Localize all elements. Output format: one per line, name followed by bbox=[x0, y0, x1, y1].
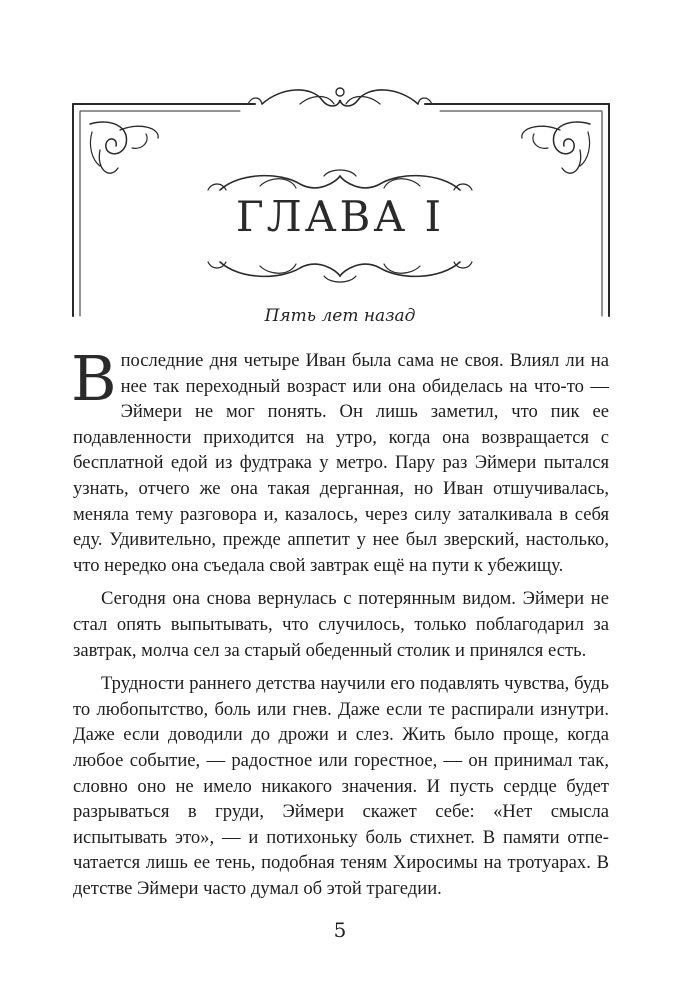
paragraph-1 bbox=[71, 342, 609, 578]
paragraph-3: Трудности раннего детства научили его подавлять чувства, будь то любопытство, боль или гнев. Даже если те распирали изнутри. Даже если доводили до дрожи и слез. Жить было проще, когда любое событие, — радостное или горестное, — он принимал так, словно оно не имело никакого значения. И пусть сердце будет разрываться в груди, Эймери скажет себе: «Нет смысла испытывать это», — и потихоньку боль стихнет. В памяти отпечатается лишь ее тень, подобная теням Хиросимы на тротуарах. В детстве Эймери часто думал об этой трагедии. bbox=[73, 673, 609, 899]
paragraph-2: Сегодня она снова вернулась с потерянным видом. Эймери не стал опять выпытывать, что случилось, только поблагодарил за завтрак, молча сел за старый обеденный столик и принялся есть. bbox=[73, 588, 609, 661]
body-text bbox=[71, 342, 609, 909]
top-center-ornament bbox=[248, 88, 432, 106]
chapter-subtitle: Пять лет назад bbox=[264, 306, 416, 326]
title-bottom-ornament bbox=[208, 262, 472, 282]
chapter-title: ГЛАВА I bbox=[235, 192, 445, 241]
drop-cap: В bbox=[71, 342, 117, 415]
title-top-ornament bbox=[208, 170, 472, 190]
ornamental-frame bbox=[0, 0, 680, 320]
paragraph-1-text: последние дня четыре Иван была сама не своя. Влиял ли на нее так переходный возраст или она обиделась на что-то — Эймери не мог понять. Он лишь заметил, что пик ее подавленности приходится на утро, когда она возвращается с бесплатной едой из фудтрака у метро. Пару раз Эймери пытался узнать, отчего же она такая дерганная, но Иван отшучивалась, меняла тему разговора и, казалось, через силу заталкивала в себя еду. Удивительно, прежде аппетит у нее был зверский, настолько, что нередко она съедала свой завтрак ещё на пути к убежищу. bbox=[73, 350, 609, 576]
corner-flourish-right bbox=[522, 122, 590, 173]
page-number: 5 bbox=[333, 918, 347, 942]
corner-flourish-left bbox=[90, 122, 158, 173]
